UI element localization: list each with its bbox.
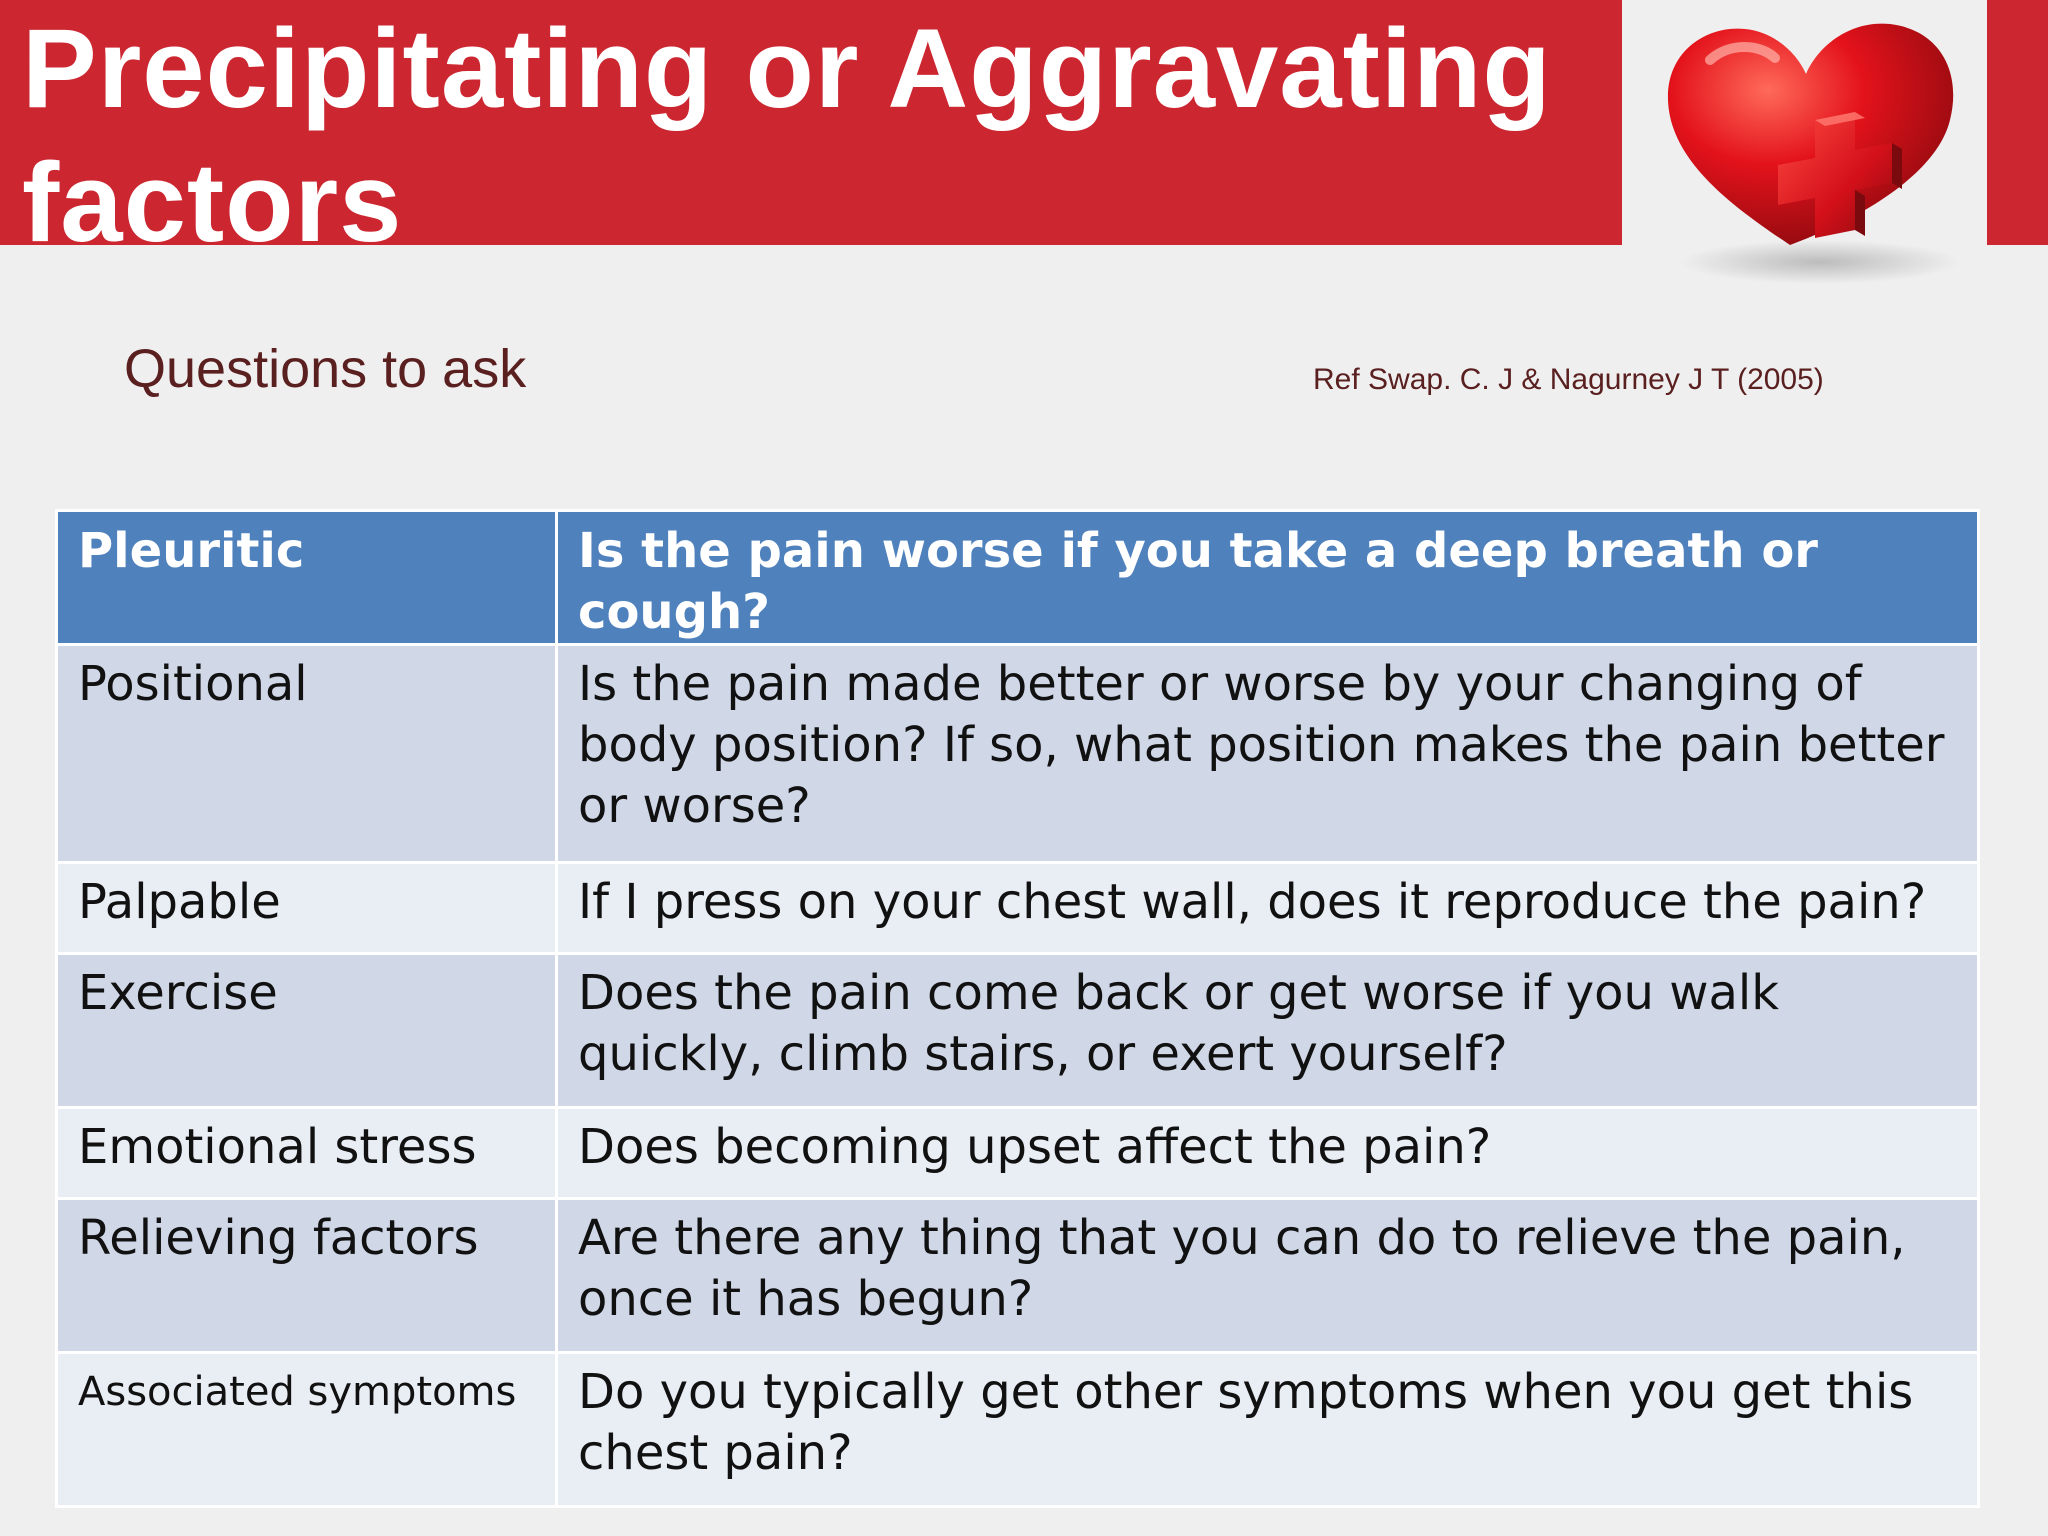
table-header-row	[57, 511, 1979, 645]
factor-cell: Emotional stress	[57, 1108, 557, 1199]
factor-cell: Positional	[57, 645, 557, 863]
subtitle: Questions to ask	[124, 339, 527, 399]
question-cell: Does becoming upset affect the pain?	[557, 1108, 1979, 1199]
table-row	[57, 1108, 1979, 1199]
factor-cell: Relieving factors	[57, 1199, 557, 1353]
question-cell: Is the pain made better or worse by your changing of body position? If so, what position makes the pain better or worse?	[557, 645, 1979, 863]
title-band-right-strip	[1987, 0, 2048, 245]
factors-table	[55, 509, 1980, 1508]
factor-cell: Palpable	[57, 863, 557, 954]
table-row	[57, 863, 1979, 954]
slide-title: Precipitating or Aggravating factors	[22, 6, 1552, 265]
question-cell: Does the pain come back or get worse if you walk quickly, climb stairs, or exert yourself?	[557, 954, 1979, 1108]
question-header-cell: Is the pain worse if you take a deep breath or cough?	[557, 511, 1979, 645]
factor-cell: Exercise	[57, 954, 557, 1108]
factor-cell: Associated symptoms	[57, 1353, 557, 1507]
question-cell: If I press on your chest wall, does it reproduce the pain?	[557, 863, 1979, 954]
table-row	[57, 1199, 1979, 1353]
red-heart-with-cross-icon	[1640, 0, 1985, 300]
table-row	[57, 1353, 1979, 1507]
factor-header-cell: Pleuritic	[57, 511, 557, 645]
question-cell: Do you typically get other symptoms when you get this chest pain?	[557, 1353, 1979, 1507]
table-row	[57, 645, 1979, 863]
question-cell: Are there any thing that you can do to relieve the pain, once it has begun?	[557, 1199, 1979, 1353]
reference-citation: Ref Swap. C. J & Nagurney J T (2005)	[1313, 363, 1824, 396]
table-row	[57, 954, 1979, 1108]
